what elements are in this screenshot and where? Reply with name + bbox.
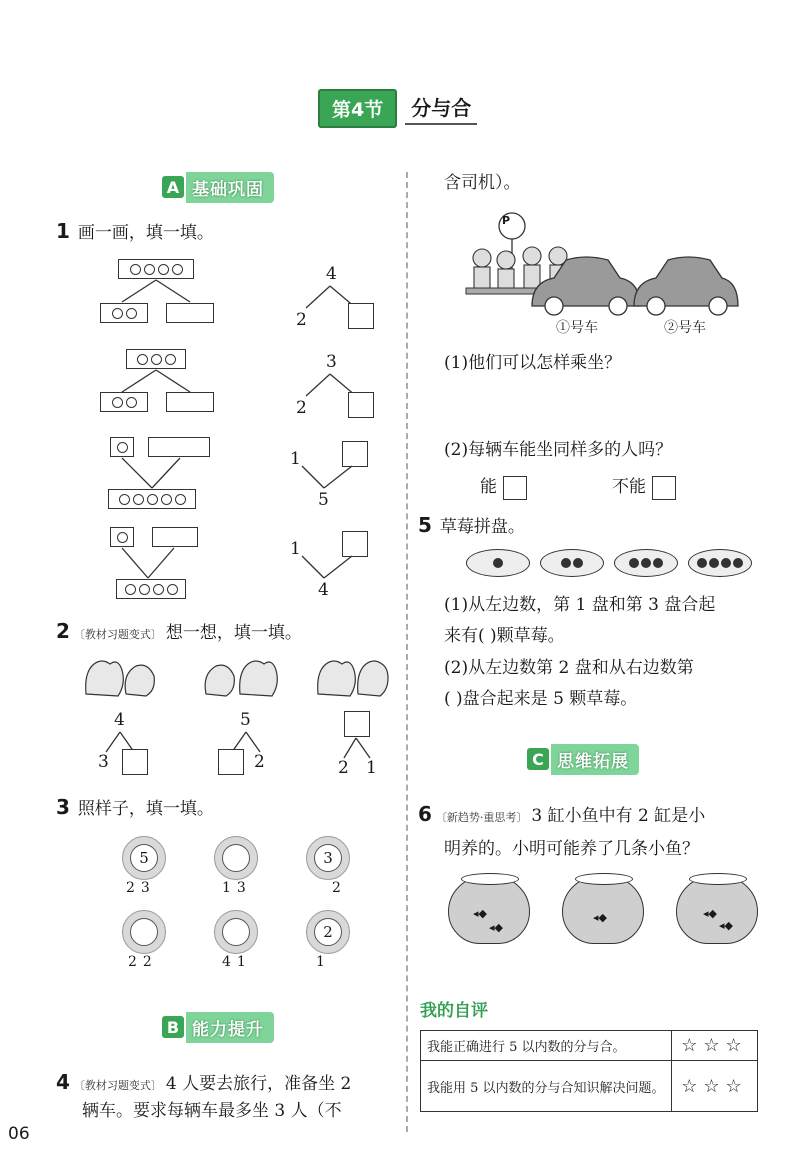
q2-number: 2 [56, 619, 70, 643]
flower-4-left: 2 [128, 954, 137, 970]
q2-tag: 〔教材习题变式〕 [73, 628, 162, 641]
no-checkbox[interactable] [652, 476, 676, 500]
q2-tree1-left: 3 [98, 752, 109, 772]
plate-2 [540, 549, 604, 577]
band-c-title: 思维拓展 [551, 744, 639, 775]
q1-tree3-bottom: 5 [318, 490, 329, 510]
q2-tree2-right: 2 [254, 752, 265, 772]
strawberry-plates [466, 549, 752, 577]
q2-heading [56, 618, 302, 643]
q1-number: 1 [56, 219, 70, 243]
q4-line1: 4 人要去旅行，准备坐 2 [165, 1074, 352, 1094]
car2-label: ②号车 [664, 320, 706, 336]
yes-checkbox[interactable] [503, 476, 527, 500]
flower-2-right: 3 [236, 880, 246, 896]
q1-part-box-2 [100, 392, 148, 412]
q1-whole-box-1 [118, 259, 194, 279]
rating-title: 我的自评 [420, 1001, 488, 1021]
q1-lines-2 [100, 368, 220, 394]
flower-6 [306, 910, 350, 970]
flower-4-center[interactable] [130, 918, 158, 946]
q1-lines-4 [108, 546, 208, 580]
q6-line1: 3 缸小鱼中有 2 缸是小 [531, 806, 706, 826]
car1-label: ①号车 [556, 320, 598, 336]
band-b-letter: B [162, 1016, 184, 1038]
q1-lines-1 [100, 278, 220, 304]
q2-tree2-top: 5 [240, 710, 251, 730]
fish-bowl-3: ◂◆ ◂◆ [676, 876, 758, 944]
q1-whole-box-4 [116, 579, 186, 599]
rating-row-1-stars[interactable]: ☆☆☆ [681, 1035, 748, 1056]
q6-tag: 〔新趋势·重思考〕 [435, 811, 528, 824]
q1-tree4-bottom: 4 [318, 580, 329, 600]
q5-number: 5 [418, 513, 432, 537]
q4-option-no [612, 474, 676, 501]
q4-sub2: (2)每辆车能坐同样多的人吗？ [444, 440, 673, 460]
band-b [162, 1012, 274, 1042]
rating-row [421, 1061, 758, 1112]
gloves-illustration [82, 654, 392, 702]
q5-sub1a: (1)从左边数，第 1 盘和第 3 盘合起 [444, 595, 716, 615]
q3-text: 照样子，填一填。 [77, 799, 214, 819]
q1-tree1-answer[interactable] [348, 303, 374, 329]
q2-tree1-top: 4 [114, 710, 125, 730]
fish-bowl-2: ◂◆ [562, 876, 644, 944]
flower-5 [214, 910, 258, 970]
fish-bowl-1: ◂◆ ◂◆ [448, 876, 530, 944]
no-label: 不能 [612, 477, 646, 497]
band-a-letter: A [162, 176, 184, 198]
flower-1 [122, 836, 166, 896]
q1-part-box-1 [100, 303, 148, 323]
q2-tree3-right: 1 [366, 758, 377, 778]
flower-6-center: 2 [314, 918, 342, 946]
flower-4-right: 2 [142, 954, 152, 970]
q1-tree3-lines [296, 462, 376, 492]
q4-body [56, 1066, 401, 1125]
q1-tree2-top: 3 [326, 352, 337, 372]
section-header [318, 90, 477, 126]
q2-tree3-answer[interactable] [344, 711, 370, 737]
q6-body [418, 795, 768, 865]
q4-number: 4 [56, 1070, 70, 1094]
page-number: 06 [8, 1124, 30, 1144]
q4-tag: 〔教材习题变式〕 [73, 1079, 162, 1092]
rating-row-2-text: 我能用 5 以内数的分与合知识解决问题。 [421, 1061, 672, 1112]
q5-heading [418, 512, 525, 537]
q2-tree1-answer[interactable] [122, 749, 148, 775]
rating-row-2-stars[interactable]: ☆☆☆ [681, 1075, 748, 1097]
flower-1-right: 3 [140, 880, 150, 896]
flower-1-center: 5 [130, 844, 158, 872]
q5-text: 草莓拼盘。 [439, 517, 525, 537]
flower-2-center[interactable] [222, 844, 250, 872]
q1-tree1-top: 4 [326, 264, 337, 284]
q3-number: 3 [56, 795, 70, 819]
q6-number: 6 [418, 802, 432, 826]
parking-sign: P [502, 214, 511, 227]
q1-lines-3 [108, 456, 218, 490]
q1-answer-box-2[interactable] [166, 392, 214, 412]
q1-tree4-left: 1 [290, 539, 301, 559]
plate-1 [466, 549, 530, 577]
band-a [162, 172, 274, 202]
fish-bowls [448, 876, 758, 944]
q1-tree4-lines [296, 552, 376, 582]
rating-row [421, 1031, 758, 1061]
q1-answer-box-1[interactable] [166, 303, 214, 323]
flower-6-left: 1 [316, 954, 325, 970]
q1-text: 画一画，填一填。 [77, 223, 214, 243]
q6-line2: 明养的。小明可能养了几条小鱼？ [444, 839, 699, 859]
rating-table [420, 1030, 758, 1112]
q1-tree1-left: 2 [296, 310, 307, 330]
q1-answer-box-3[interactable] [148, 437, 210, 457]
q5-sub2b[interactable]: ( )盘合起来是 5 颗草莓。 [444, 689, 638, 710]
flower-3 [306, 836, 350, 896]
band-b-title: 能力提升 [186, 1012, 274, 1043]
q3-heading [56, 794, 214, 819]
flower-2 [214, 836, 258, 896]
q1-whole-box-2 [126, 349, 186, 369]
band-a-title: 基础巩固 [186, 172, 274, 203]
q2-tree3-left: 2 [338, 758, 349, 778]
column-divider [406, 172, 408, 1132]
q1-answer-box-4[interactable] [152, 527, 198, 547]
plate-4 [688, 549, 752, 577]
q2-tree2-answer[interactable] [218, 749, 244, 775]
band-c [527, 744, 639, 774]
q4-line3: 含司机）。 [444, 173, 521, 193]
yes-label: 能 [480, 477, 497, 497]
q1-part-box-4 [110, 527, 134, 547]
q1-part-box-3 [110, 437, 134, 457]
section-badge: 第4节 [318, 89, 397, 128]
q1-tree2-left: 2 [296, 398, 307, 418]
q1-tree2-answer[interactable] [348, 392, 374, 418]
flower-2-left: 1 [222, 880, 231, 896]
q5-sub1b[interactable]: 来有( )颗草莓。 [444, 626, 565, 647]
flower-5-center[interactable] [222, 918, 250, 946]
q2-text: 想一想，填一填。 [165, 623, 302, 643]
flower-4 [122, 910, 166, 970]
q1-heading [56, 218, 214, 243]
flower-3-center: 3 [314, 844, 342, 872]
q5-sub2a: (2)从左边数第 2 盘和从右边数第 [444, 657, 694, 678]
flower-5-right: 1 [236, 954, 246, 970]
rating-row-1-text: 我能正确进行 5 以内数的分与合。 [421, 1031, 672, 1061]
q1-whole-box-3 [108, 489, 196, 509]
band-c-letter: C [527, 748, 549, 770]
q1-tree3-left: 1 [290, 449, 301, 469]
section-title: 分与合 [405, 92, 477, 125]
q5-questions [444, 590, 715, 716]
flower-1-left: 2 [126, 880, 135, 896]
plate-3 [614, 549, 678, 577]
q4-option-yes [480, 474, 527, 501]
flower-5-left: 4 [222, 954, 231, 970]
flower-3-right: 2 [332, 880, 341, 896]
q4-sub1: (1)他们可以怎样乘坐？ [444, 353, 622, 373]
q4-line2: 辆车。要求每辆车最多坐 3 人（不 [82, 1101, 342, 1122]
